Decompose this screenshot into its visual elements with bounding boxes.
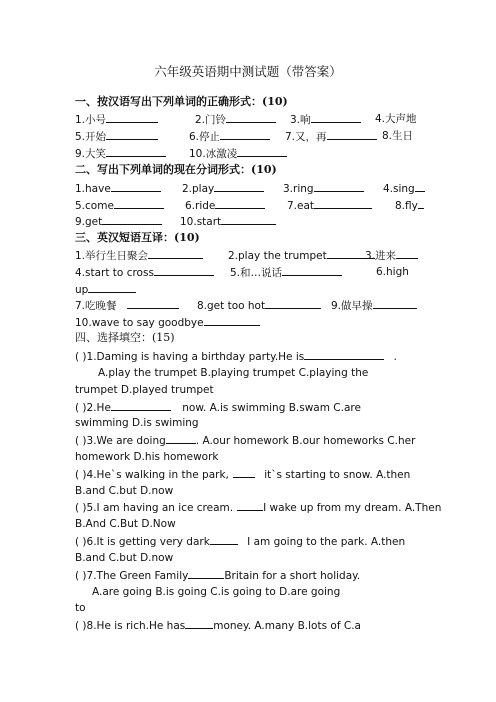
q4-stem: ( )4.He`s walking in the park,	[75, 469, 229, 481]
s3-item-3: 3.进来	[365, 248, 418, 263]
q3-options-cont: homework D.his homework	[75, 451, 219, 463]
q5-line	[75, 500, 441, 515]
q3-line	[75, 433, 415, 448]
s2-item-10: 10.start	[180, 214, 276, 229]
s1-item-9: 9.大笑	[75, 146, 166, 161]
q8-stem: ( )8.He is rich.He has	[75, 620, 186, 632]
s2-item-2: 2.play	[182, 181, 264, 196]
q4-options: it`s starting to snow. A.then	[264, 469, 411, 481]
s3-item-8: 8.get too hot	[197, 298, 321, 313]
q1-end: .	[393, 351, 397, 363]
s1-item-3: 3.响	[290, 112, 361, 127]
q1-options-cont: trumpet D.played trumpet	[75, 384, 214, 396]
q1-stem: ( )1.Daming is having a birthday party.He is	[75, 351, 305, 363]
q5-options: I wake up from my dream. A.Then	[263, 502, 442, 514]
q7-options: A.are going B.is going C.is going to D.are going	[92, 586, 341, 598]
s1-item-4: 4.大声地	[375, 113, 417, 125]
q3-stem: ( )3.We are doing	[75, 435, 166, 447]
s2-item-5: 5.come	[75, 198, 164, 213]
s3-item-10: 10.wave to say goodbye	[75, 315, 260, 330]
s2-item-7: 7.eat	[287, 198, 372, 213]
s2-item-3: 3.ring	[283, 181, 364, 196]
s3-item-1: 1.举行生日聚会	[75, 248, 203, 263]
q6-options: I am going to the park. A.then	[247, 536, 406, 548]
s3-item-6: 6.high	[376, 266, 409, 278]
q7-options-cont: to	[75, 602, 86, 614]
s1-item-8: 8.生日	[382, 130, 414, 142]
s2-item-6: 6.ride	[185, 198, 265, 213]
q7-end: Britain for a short holiday.	[224, 570, 361, 582]
q4-options-cont: B.and C.but D.now	[75, 485, 174, 497]
q5-stem: ( )5.I am having an ice cream.	[75, 502, 234, 514]
q1-options: A.play the trumpet B.playing trumpet C.playing the	[98, 367, 369, 379]
s1-item-1: 1.小号	[75, 112, 158, 127]
q7-stem: ( )7.The Green Family	[75, 570, 189, 582]
q3-options: . A.our homework B.our homeworks C.her	[195, 435, 416, 447]
q1-line	[75, 349, 397, 364]
s3-item-9: 9.做早操	[331, 298, 417, 313]
q2-options-cont: swimming D.is swiming	[75, 417, 199, 429]
q6-line	[75, 534, 405, 549]
q7-line	[75, 568, 360, 583]
s3-item-5: 5.和…说话	[230, 265, 342, 280]
s1-item-5: 5.开始	[75, 129, 158, 144]
s2-item-8: 8.fly	[395, 198, 424, 213]
q8-options: money. A.many B.lots of C.a	[213, 620, 361, 632]
page-title: 六年级英语期中测试题（带答案）	[154, 64, 342, 79]
q2-stem: ( )2.He	[75, 402, 111, 414]
s1-item-2: 2.门铃	[195, 112, 276, 127]
q6-options-cont: B.and C.but D.now	[75, 552, 174, 564]
s1-item-6: 6.停止	[189, 129, 270, 144]
q2-line	[75, 400, 361, 415]
s1-item-10: 10.冰激凌	[189, 146, 287, 161]
section-4-heading: 四、选择填空：(15)	[75, 331, 175, 344]
section-2-heading: 二、写出下列单词的现在分词形式：(10)	[75, 163, 277, 176]
s2-item-9: 9.get	[75, 214, 162, 229]
s3-item-2: 2.play the trumpet	[228, 248, 375, 263]
s2-item-4: 4.sing	[383, 181, 425, 196]
s1-item-7: 7.又，再	[285, 129, 377, 144]
section-3-heading: 三、英汉短语互译：(10)	[75, 231, 200, 244]
q6-stem: ( )6.It is getting very dark	[75, 536, 210, 548]
q2-options: now. A.is swimming B.swam C.are	[182, 402, 361, 414]
s3-item-7: 7.吃晚餐	[75, 298, 179, 313]
s3-item-6-cont: up	[75, 282, 136, 297]
q5-options-cont: B.And C.But D.Now	[75, 518, 176, 530]
q4-line	[75, 467, 410, 482]
q8-line	[75, 618, 361, 633]
s2-item-1: 1.have	[75, 181, 161, 196]
section-1-heading: 一、按汉语写出下列单词的正确形式：(10)	[75, 95, 288, 108]
s3-item-4: 4.start to cross	[75, 265, 214, 280]
